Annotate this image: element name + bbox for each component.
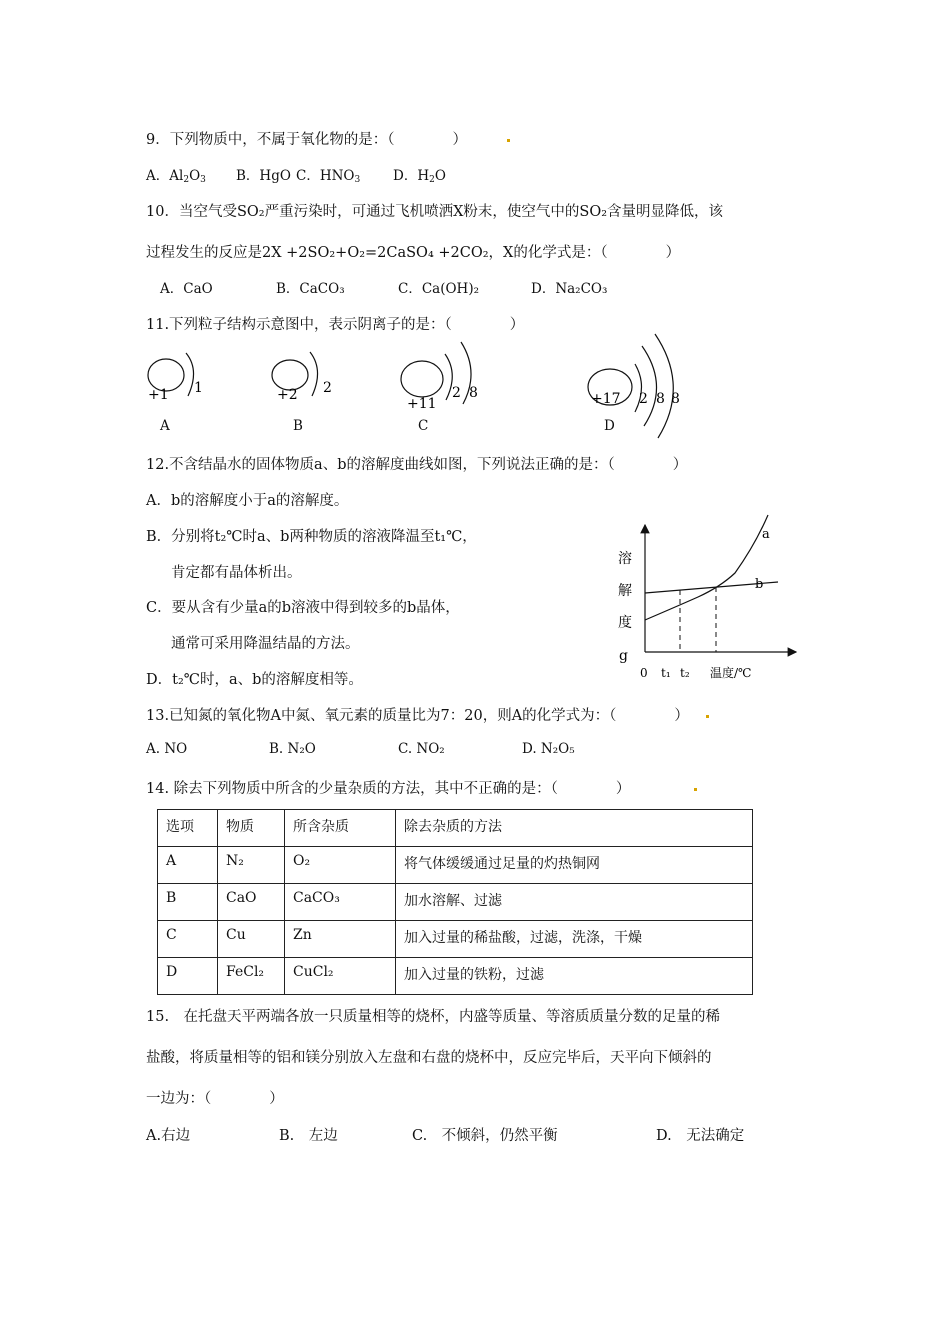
q11-stem: 11.下列粒子结构示意图中，表示阴离子的是：（ ） [146, 317, 525, 333]
q13-stem: 13.已知氮的氧化物A中氮、氧元素的质量比为7：20，则A的化学式为：（ ） [146, 708, 689, 724]
mark-dot [706, 715, 709, 718]
table-row [158, 847, 753, 884]
q12-option-d: D．t₂℃时，a、b的溶解度相等。 [146, 672, 363, 688]
table-cell: CaO [218, 884, 285, 921]
q12-option-c-line1: C．要从含有少量a的b溶液中得到较多的b晶体， [146, 600, 460, 616]
nucleus-label-c: +11 [407, 396, 437, 412]
t2-label: t₂ [680, 666, 690, 680]
curve-a-label: a [762, 527, 770, 542]
q13-option-c: C. NO₂ [398, 741, 445, 757]
nucleus-label-d: +17 [591, 391, 621, 407]
nucleus-label-b: +2 [277, 387, 298, 403]
x-axis-label: 温度/℃ [710, 666, 752, 680]
q9-option-b: B．HgO [236, 168, 291, 184]
table-cell: FeCl₂ [218, 958, 285, 995]
shell-c-2: 8 [469, 385, 478, 401]
table-cell: N₂ [218, 847, 285, 884]
shell-d-1: 2 [639, 391, 648, 407]
t1-label: t₁ [661, 666, 671, 680]
q12-option-c-line2: 通常可采用降温结晶的方法。 [171, 636, 360, 652]
table-cell: 将气体缓缓通过足量的灼热铜网 [396, 847, 753, 884]
shell-c-1: 2 [452, 385, 461, 401]
header-cell: 所含杂质 [285, 810, 396, 847]
mark-dot [694, 788, 697, 791]
diagram-letter-d: D [604, 418, 615, 434]
impurity-removal-table [157, 809, 753, 995]
q15-option-d: D. 无法确定 [656, 1128, 745, 1144]
shell-d-2: 8 [656, 391, 665, 407]
atom-diagram-c [401, 342, 478, 412]
q10-option-c: C．Ca(OH)₂ [398, 281, 479, 297]
q12-option-b-line2: 肯定都有晶体析出。 [171, 565, 302, 581]
atom-diagram-b [272, 352, 332, 403]
table-cell: C [158, 921, 218, 958]
y-label-char-3: 度 [618, 615, 632, 631]
solubility-curve-graph [610, 515, 810, 680]
atom-diagram-d [588, 334, 680, 438]
table-cell: 加水溶解、过滤 [396, 884, 753, 921]
diagram-letter-b: B [293, 418, 303, 434]
shell-a-1: 1 [194, 380, 203, 396]
q15-option-a: A.右边 [146, 1128, 191, 1144]
q9-option-d: D．$H_2O$ [393, 168, 446, 185]
q15-line-1: 15. 在托盘天平两端各放一只质量相等的烧杯，内盛等质量、等溶质质量分数的足量的稀 [146, 1009, 721, 1025]
q9-option-c: C．$HNO_3$ [296, 168, 361, 185]
table-cell: Cu [218, 921, 285, 958]
q15-option-b: B. 左边 [279, 1128, 338, 1144]
q10-option-d: D．Na₂CO₃ [531, 281, 608, 297]
q13-option-b: B. N₂O [269, 741, 316, 757]
q10-line-1: 10．当空气受SO₂严重污染时，可通过飞机喷洒X粉末，使空气中的SO₂含量明显降低，该 [146, 204, 724, 220]
mark-dot [507, 139, 510, 142]
q12-option-b-line1: B．分别将t₂℃时a、b两种物质的溶液降温至t₁℃， [146, 529, 477, 545]
atom-diagram-a [148, 353, 203, 403]
q15-line-3: 一边为：（ ） [146, 1091, 284, 1107]
y-label-char-4: g [619, 648, 628, 664]
q9-option-a: A．$Al_2O_3$ [146, 168, 206, 185]
table-row [158, 921, 753, 958]
q12-option-a: A．b的溶解度小于a的溶解度。 [146, 493, 349, 509]
y-label-char-1: 溶 [618, 551, 632, 567]
header-cell: 选项 [158, 810, 218, 847]
q9-stem: 9．下列物质中，不属于氧化物的是：（ ） [146, 132, 467, 148]
table-cell: CuCl₂ [285, 958, 396, 995]
table-cell: O₂ [285, 847, 396, 884]
table-cell: B [158, 884, 218, 921]
table-cell: A [158, 847, 218, 884]
diagram-letter-c: C [418, 418, 429, 434]
q10-line-2: 过程发生的反应是2X +2SO₂+O₂=2CaSO₄ +2CO₂，X的化学式是：（ ） [146, 245, 681, 261]
header-cell: 除去杂质的方法 [396, 810, 753, 847]
diagram-letter-a: A [160, 418, 170, 434]
header-cell: 物质 [218, 810, 285, 847]
table-cell: CaCO₃ [285, 884, 396, 921]
q10-option-b: B．CaCO₃ [276, 281, 345, 297]
q15-line-2: 盐酸，将质量相等的铝和镁分别放入左盘和右盘的烧杯中，反应完毕后，天平向下倾斜的 [146, 1050, 712, 1066]
table-row [158, 958, 753, 995]
q13-option-d: D. N₂O₅ [522, 741, 575, 757]
y-label-char-2: 解 [618, 583, 632, 599]
q10-option-a: A．CaO [160, 281, 213, 297]
table-cell: Zn [285, 921, 396, 958]
shell-b-1: 2 [323, 380, 332, 396]
nucleus-label-a: +1 [148, 387, 169, 403]
q15-option-c: C. 不倾斜，仍然平衡 [412, 1128, 558, 1144]
table-cell: D [158, 958, 218, 995]
origin-label: 0 [640, 666, 648, 680]
table-row [158, 884, 753, 921]
q12-stem: 12.不含结晶水的固体物质a、b的溶解度曲线如图，下列说法正确的是：（ ） [146, 457, 688, 473]
table-cell: 加入过量的稀盐酸，过滤，洗涤，干燥 [396, 921, 753, 958]
shell-d-3: 8 [671, 391, 680, 407]
table-header-row [158, 810, 753, 847]
table-cell: 加入过量的铁粉，过滤 [396, 958, 753, 995]
q13-option-a: A. NO [146, 741, 188, 757]
q14-stem: 14. 除去下列物质中所含的少量杂质的方法，其中不正确的是：（ ） [146, 781, 631, 797]
curve-b-label: b [755, 577, 764, 592]
curve-a [645, 515, 768, 620]
